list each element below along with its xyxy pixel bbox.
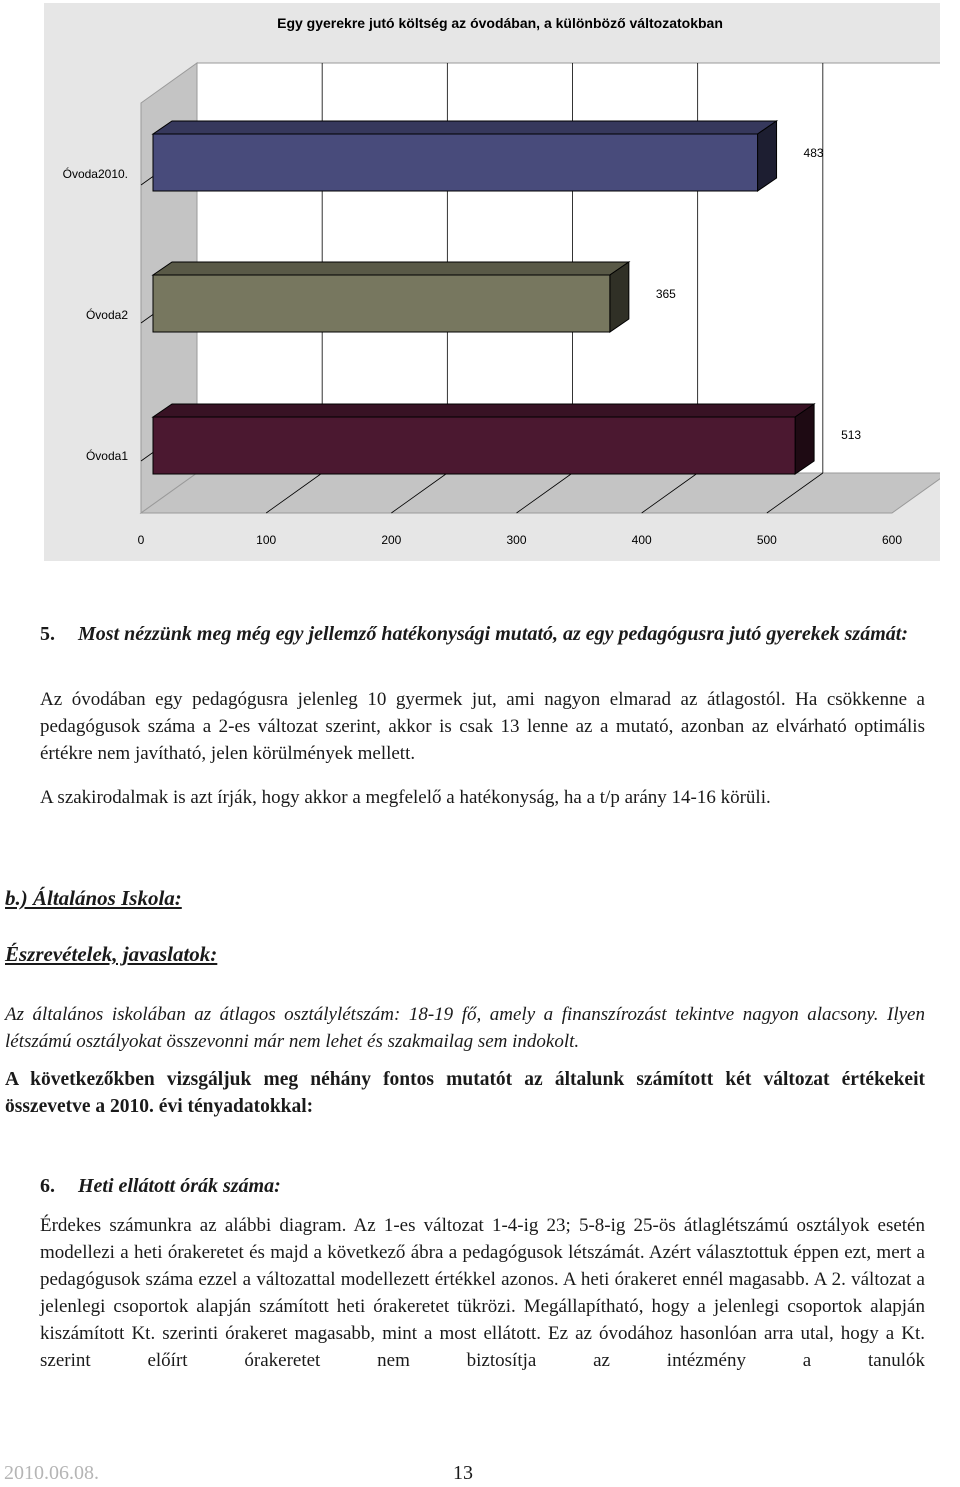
bar-top — [153, 262, 629, 275]
section-6-paragraph: Érdekes számunkra az alábbi diagram. Az 1-es változat 1-4-ig 23; 5-8-ig 25-ös átlaglétszámú osztályok esetén modellezi a heti órakeretet és majd a következő ábra a pedagógusok létszámát. Azért választottuk éppen ezt, mert a pedagógusok száma ezzel a változattal modellezett értékkel azonos. A heti órakeret ennél magasabb. A 2. változat a jelenlegi csoportok alapján számított heti órakeretet tükrözi. Megállapítható, hogy a jelenlegi csoportok alapján kiszámított Kt. szerinti órakeret magasabb, mint a most ellátott. Ez az óvodához hasonlóan arra utal, hogy a Kt. szerint előírt órakeretet nem biztosítja az intézmény a tanulók — [40, 1215, 925, 1371]
category-label: Óvoda2010. — [62, 167, 128, 181]
x-tick-label: 300 — [506, 533, 527, 547]
page-number: 13 — [453, 1462, 473, 1484]
data-label: 365 — [655, 287, 676, 301]
category-label: Óvoda1 — [85, 449, 128, 463]
footer-date: 2010.06.08. — [4, 1462, 99, 1484]
bar — [153, 275, 610, 332]
bar-top — [153, 404, 814, 417]
chart-svg — [44, 3, 940, 561]
section-5-paragraph-1: Az óvodában egy pedagógusra jelenleg 10 gyermek jut, ami nagyon elmarad az átlagostól. Ha csökkenne a pedagógusok száma a 2-es változat szerint, akkor is csak 13 lenne az a mutató, azonban az elvárható optimális értékre nem javítható, jelen körülmények mellett. — [40, 689, 925, 764]
x-tick-label: 0 — [137, 533, 145, 547]
section-5-heading — [40, 620, 930, 648]
cost-per-child-chart — [44, 3, 940, 561]
category-label: Óvoda2 — [85, 308, 128, 322]
section-6-number: 6. — [40, 1175, 55, 1197]
section-5-paragraph-2: A szakirodalmak is azt írják, hogy akkor a megfelelő a hatékonyság, ha a t/p arány 14-16 körüli. — [40, 787, 771, 808]
bar-side — [795, 404, 814, 474]
school-italic-paragraph: Az általános iskolában az átlagos osztálylétszám: 18-19 fő, amely a finanszírozást tekintve nagyon alacsony. Ilyen létszámú osztályokat összevonni már nem lehet és szakmailag sem indokolt. — [5, 1004, 925, 1052]
x-tick-label: 400 — [631, 533, 652, 547]
remarks-heading: Észrevételek, javaslatok: — [5, 942, 218, 966]
section-5-number: 5. — [40, 623, 55, 645]
section-6-heading — [40, 1172, 930, 1200]
bar-side — [758, 121, 777, 191]
bar-side — [610, 262, 629, 332]
x-tick-label: 100 — [256, 533, 277, 547]
school-heading: b.) Általános Iskola: — [5, 886, 182, 910]
data-label: 513 — [841, 428, 862, 442]
data-label: 483 — [803, 146, 824, 160]
x-tick-label: 500 — [756, 533, 777, 547]
chart-floor — [141, 473, 940, 513]
chart-title: Egy gyerekre jutó költség az óvodában, a különböző változatokban — [277, 15, 723, 31]
bar — [153, 417, 795, 474]
school-bold-paragraph: A következőkben vizsgáljuk meg néhány fontos mutatót az általunk számított két változat értékekeit összevetve a 2010. évi tényadatokkal: — [5, 1069, 925, 1117]
x-tick-label: 200 — [381, 533, 402, 547]
bar-top — [153, 121, 777, 134]
bar — [153, 134, 758, 191]
section-6-title: Heti ellátott órák száma: — [78, 1175, 281, 1197]
x-tick-label: 600 — [881, 533, 903, 547]
section-5-title: Most nézzünk meg még egy jellemző hatékonysági mutató, az egy pedagógusra jutó gyerekek számát: — [78, 623, 908, 645]
